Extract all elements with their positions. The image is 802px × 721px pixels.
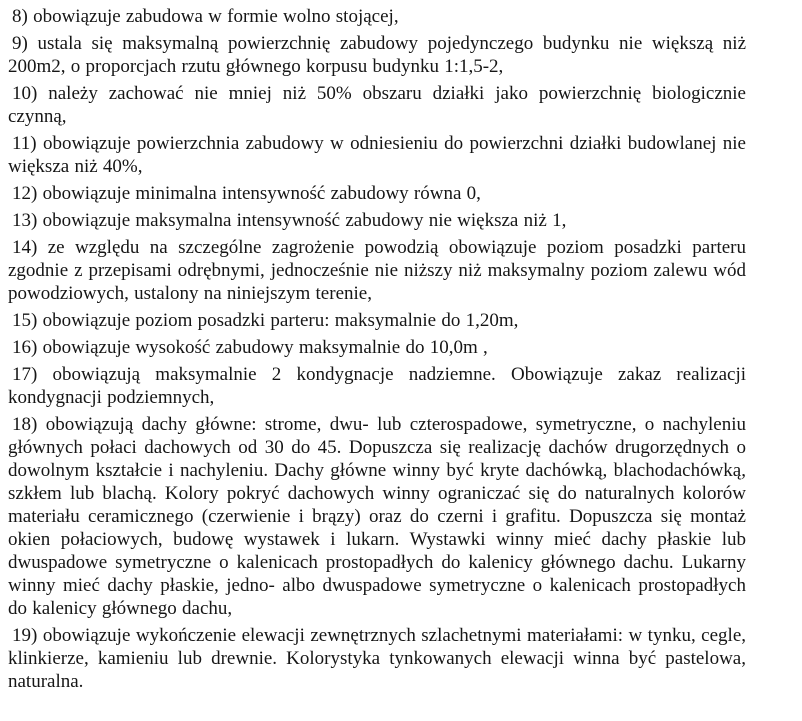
clause-text: obowiązuje wysokość zabudowy maksymalnie do 10,0m , (42, 337, 488, 358)
clause-number: 14) (12, 237, 38, 258)
clause-number: 16) (12, 337, 38, 358)
regulation-item-17 (8, 363, 746, 409)
regulation-item-16 (8, 336, 746, 359)
clause-text: obowiązuje minimalna intensywność zabudowy równa 0, (42, 183, 481, 204)
clause-number: 10) (12, 83, 38, 104)
clause-text: obowiązują dachy główne: strome, dwu- lub czterospadowe, symetryczne, o nachyleniu głównych połaci dachowych od 30 do 45. Dopuszcza się realizację dachów drugorzędnych o dowolnym kształcie i nachyleniu. Dachy główne winny być kryte dachówką, blachodachówką, szkłem lub blachą. Kolory pokryć dachowych winny ograniczać się do naturalnych kolorów materiału ceramicznego (czerwienie i brązy) oraz do czerni i grafitu. Dopuszcza się montaż okien połaciowych, budowę wystawek i lukarn. Wystawki winny mieć dachy płaskie lub dwuspadowe symetryczne o kalenicach prostopadłych do kalenicy głównego dachu. Lukarny winny mieć dachy płaskie, jedno- albo dwuspadowe symetryczne o kalenicach prostopadłych do kalenicy głównego dachu, (8, 414, 747, 619)
clause-number: 9) (12, 33, 28, 54)
clause-number: 19) (12, 625, 38, 646)
regulation-item-11 (8, 132, 746, 178)
clause-number: 18) (12, 414, 38, 435)
clause-number: 13) (12, 210, 38, 231)
clause-text: obowiązuje zabudowa w formie wolno stojącej, (33, 6, 399, 27)
regulation-item-13 (8, 209, 746, 232)
clause-text: obowiązuje wykończenie elewacji zewnętrznych szlachetnymi materiałami: w tynku, cegle, klinkierze, kamieniu lub drewnie. Kolorystyka tynkowanych elewacji winna być pastelowa, naturalna. (8, 625, 747, 692)
regulation-item-15 (8, 309, 746, 332)
clause-text: należy zachować nie mniej niż 50% obszaru działki jako powierzchnię biologicznie czynną, (8, 83, 746, 127)
regulation-item-14 (8, 236, 746, 305)
regulation-item-8 (8, 5, 746, 28)
regulation-item-19 (8, 624, 746, 693)
clause-number: 15) (12, 310, 38, 331)
regulation-item-12 (8, 182, 746, 205)
clause-number: 8) (12, 6, 28, 27)
clause-text: ze względu na szczególne zagrożenie powodzią obowiązuje poziom posadzki parteru zgodnie z przepisami odrębnymi, jednocześnie nie niższy niż maksymalny poziom zalewu wód powodziowych, ustalony na niniejszym terenie, (8, 237, 746, 304)
clause-text: obowiązuje poziom posadzki parteru: maksymalnie do 1,20m, (42, 310, 519, 331)
clause-number: 17) (12, 364, 38, 385)
clause-text: ustala się maksymalną powierzchnię zabudowy pojedynczego budynku nie większą niż 200m2, o proporcjach rzutu głównego korpusu budynku 1:1,5-2, (8, 33, 746, 77)
clause-number: 11) (12, 133, 37, 154)
clause-number: 12) (12, 183, 38, 204)
regulation-item-9 (8, 32, 746, 78)
clause-text: obowiązuje maksymalna intensywność zabudowy nie większa niż 1, (42, 210, 567, 231)
regulation-item-10 (8, 82, 746, 128)
clause-text: obowiązuje powierzchnia zabudowy w odniesieniu do powierzchni działki budowlanej nie większa niż 40%, (8, 133, 746, 177)
regulation-item-18 (8, 413, 746, 620)
clause-text: obowiązują maksymalnie 2 kondygnacje nadziemne. Obowiązuje zakaz realizacji kondygnacji podziemnych, (8, 364, 747, 408)
